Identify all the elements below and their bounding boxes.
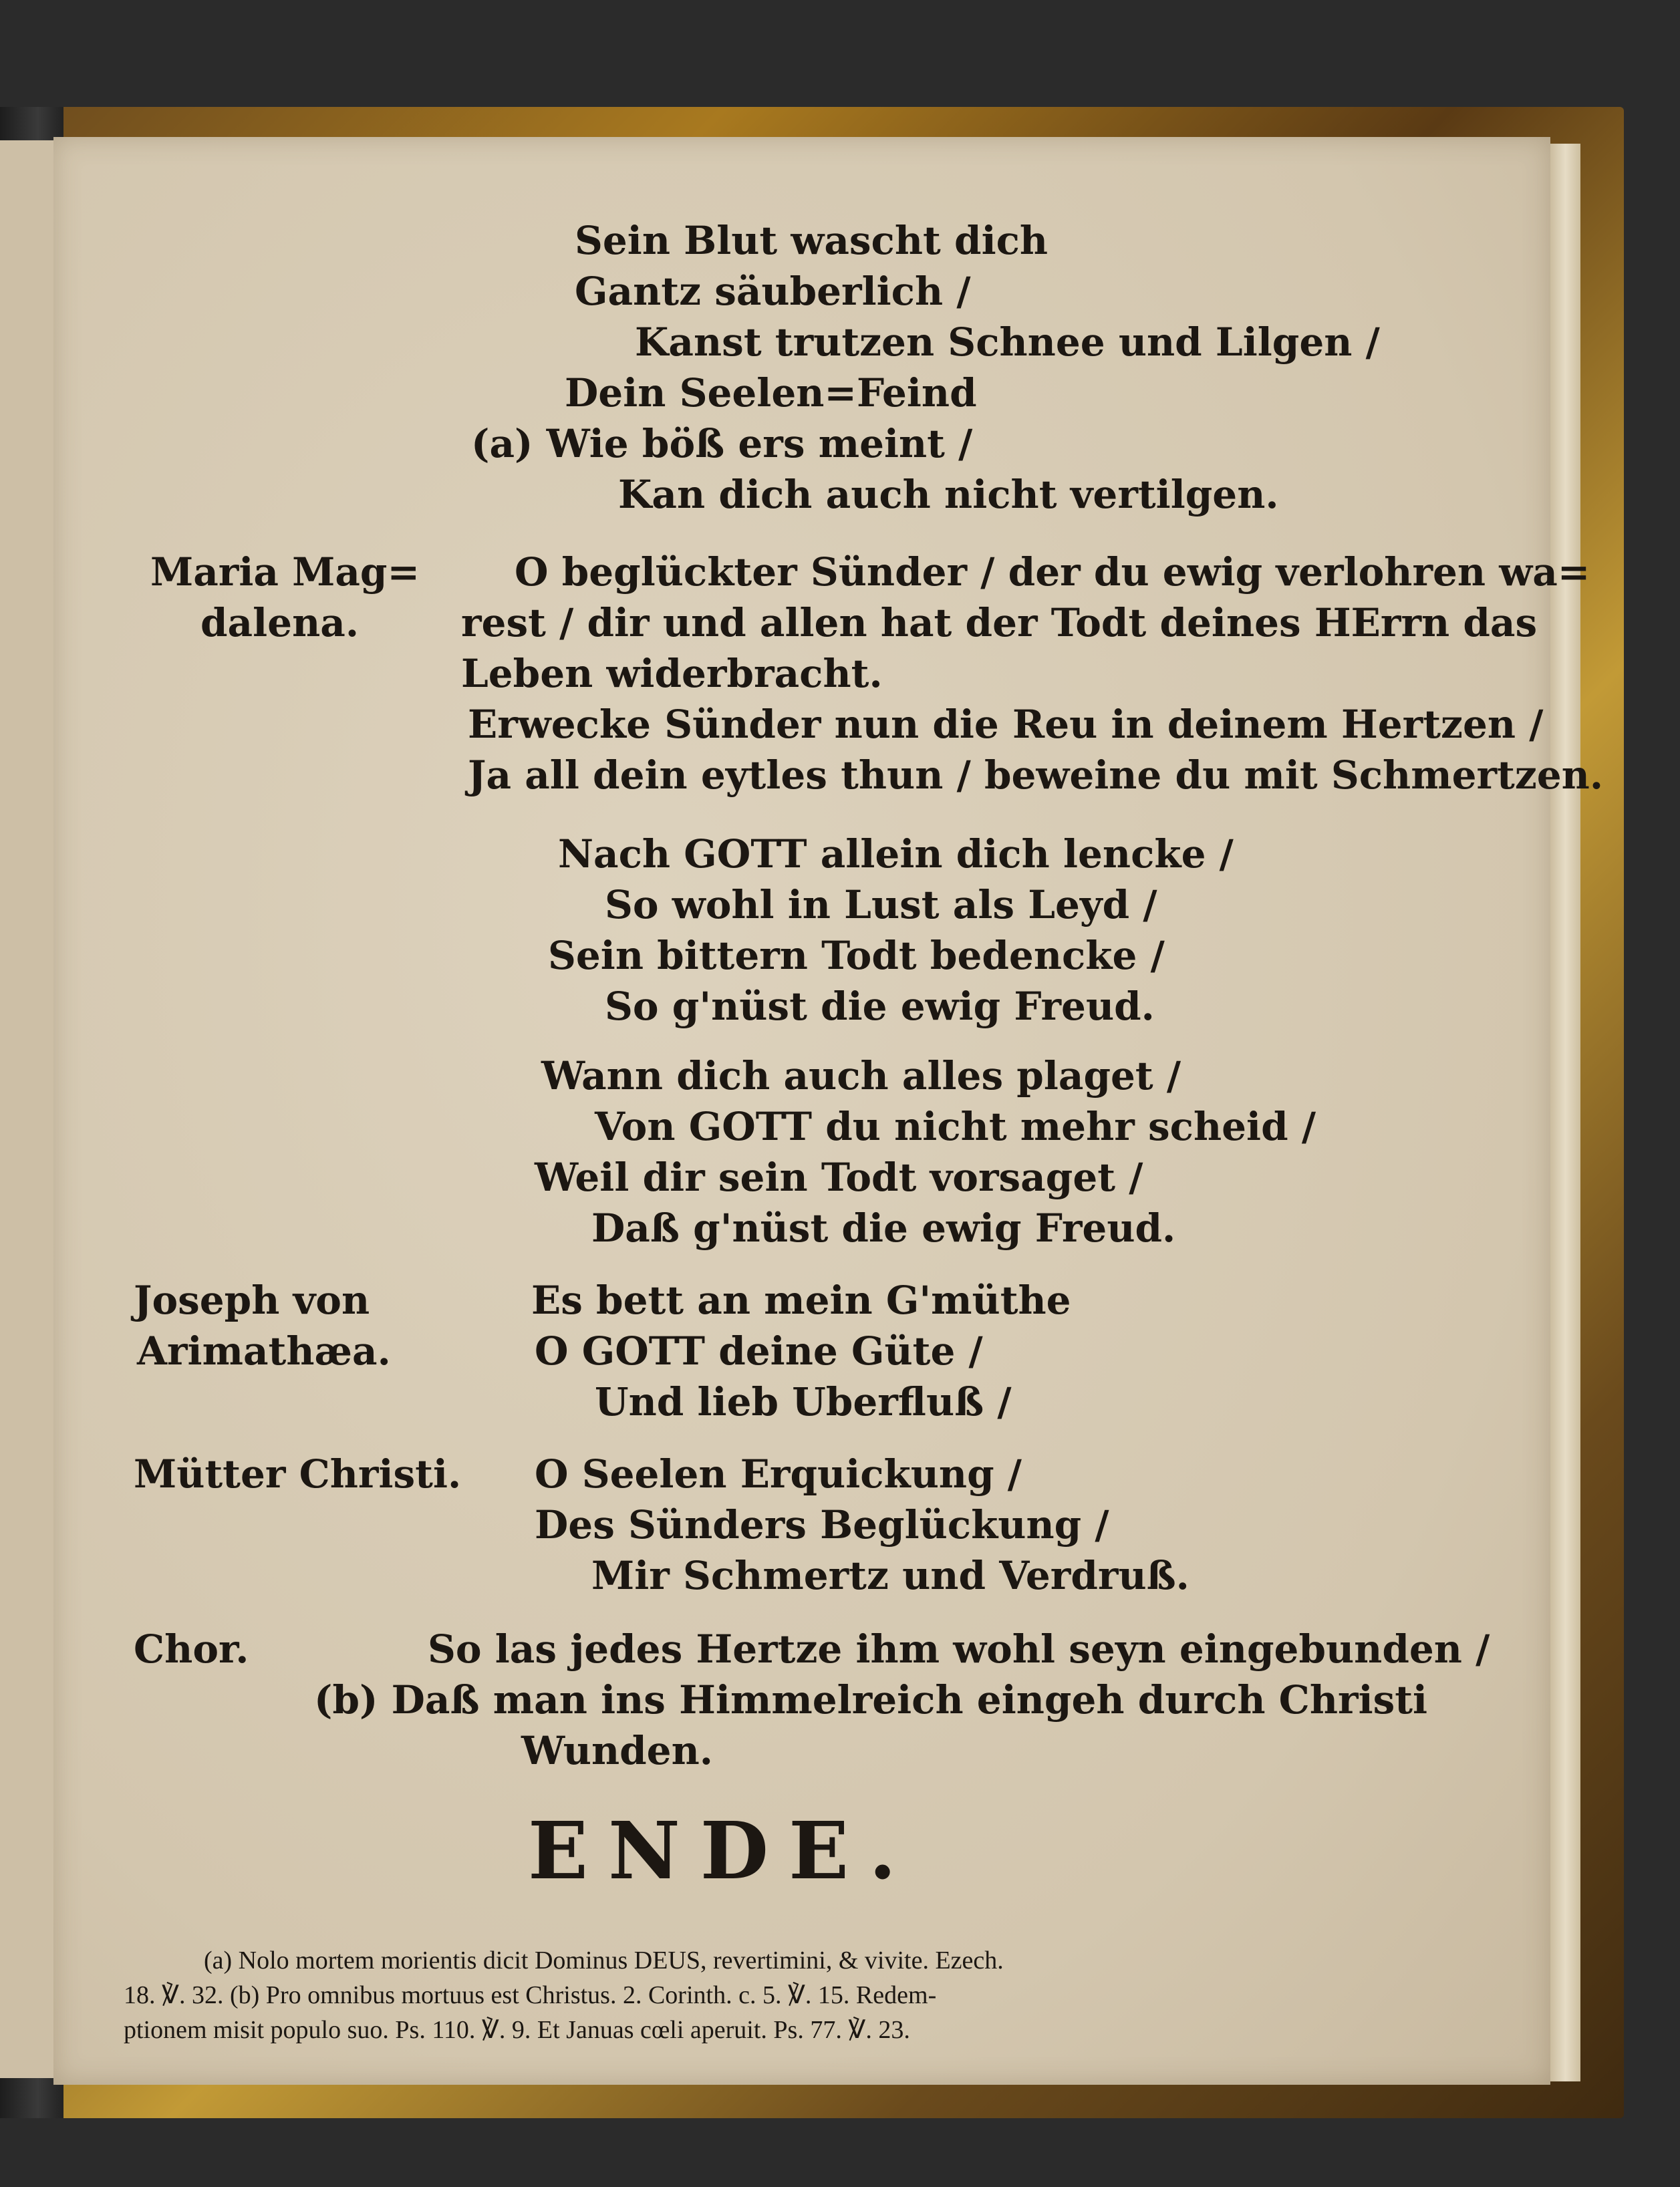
stanza2-line-3: Sein bittern Todt bedencke / <box>548 933 1165 978</box>
mutter-line-2: Des Sünders Beglückung / <box>535 1502 1109 1548</box>
stanza3-line-3: Weil dir sein Todt vorsaget / <box>535 1155 1143 1200</box>
maria-prose-line-4: Erwecke Sünder nun die Reu in deinem Hertzen / <box>468 702 1544 747</box>
maria-prose-line-2: rest / dir und allen hat der Todt deines HErrn das <box>461 600 1538 645</box>
stanza1-line-5: (a) Wie böß ers meint / <box>471 421 973 466</box>
footnote-line-2: 18. ℣. 32. (b) Pro omnibus mortuus est Christus. 2. Corinth. c. 5. ℣. 15. Redem- <box>124 1981 937 2009</box>
stanza1-line-4: Dein Seelen=Feind <box>565 370 977 416</box>
chor-line-2: (b) Daß man ins Himmelreich eingeh durch Christi <box>314 1677 1428 1723</box>
maria-prose-line-3: Leben widerbracht. <box>461 651 883 696</box>
speaker-maria-line-2: dalena. <box>200 600 360 645</box>
ende-title: ENDE. <box>528 1804 917 1897</box>
speaker-joseph-line-2: Arimathæa. <box>137 1328 391 1374</box>
stanza1-line-2: Gantz säuberlich / <box>575 269 971 314</box>
joseph-line-2: O GOTT deine Güte / <box>535 1328 983 1374</box>
stanza1-line-1: Sein Blut wascht dich <box>575 218 1048 263</box>
stanza2-line-2: So wohl in Lust als Leyd / <box>605 882 1157 927</box>
stanza3-line-2: Von GOTT du nicht mehr scheid / <box>595 1104 1316 1149</box>
stanza3-line-4: Daß g'nüst die ewig Freud. <box>591 1205 1176 1251</box>
speaker-maria-line-1: Maria Mag= <box>150 549 420 595</box>
footnote-line-1: (a) Nolo mortem morientis dicit Dominus DEUS, revertimini, & vivite. Ezech. <box>204 1946 1004 1975</box>
stanza1-line-6: Kan dich auch nicht vertilgen. <box>618 472 1279 517</box>
stanza2-line-4: So g'nüst die ewig Freud. <box>605 984 1155 1029</box>
joseph-line-3: Und lieb Uberfluß / <box>595 1379 1012 1425</box>
maria-prose-line-5: Ja all dein eytles thun / beweine du mit Schmertzen. <box>468 752 1604 798</box>
stanza3-line-1: Wann dich auch alles plaget / <box>541 1053 1181 1099</box>
chor-line-3: Wunden. <box>521 1728 713 1773</box>
stanza2-line-1: Nach GOTT allein dich lencke / <box>558 831 1234 877</box>
left-page-leaf <box>0 140 53 2078</box>
page-edge <box>1550 144 1580 2081</box>
maria-prose-line-1: O beglückter Sünder / der du ewig verlohren wa= <box>515 549 1590 595</box>
mutter-line-3: Mir Schmertz und Verdruß. <box>591 1553 1189 1598</box>
joseph-line-1: Es bett an mein G'müthe <box>531 1278 1071 1323</box>
mutter-line-1: O Seelen Erquickung / <box>535 1451 1022 1497</box>
footnote-line-3: ptionem misit populo suo. Ps. 110. ℣. 9. Et Januas cœli aperuit. Ps. 77. ℣. 23. <box>124 2016 910 2044</box>
speaker-joseph-line-1: Joseph von <box>134 1278 370 1323</box>
speaker-mutter: Mütter Christi. <box>134 1451 462 1497</box>
chor-line-1: So las jedes Hertze ihm wohl seyn eingebunden / <box>428 1626 1490 1672</box>
stanza1-line-3: Kanst trutzen Schnee und Lilgen / <box>635 319 1380 365</box>
speaker-chor: Chor. <box>134 1626 249 1672</box>
